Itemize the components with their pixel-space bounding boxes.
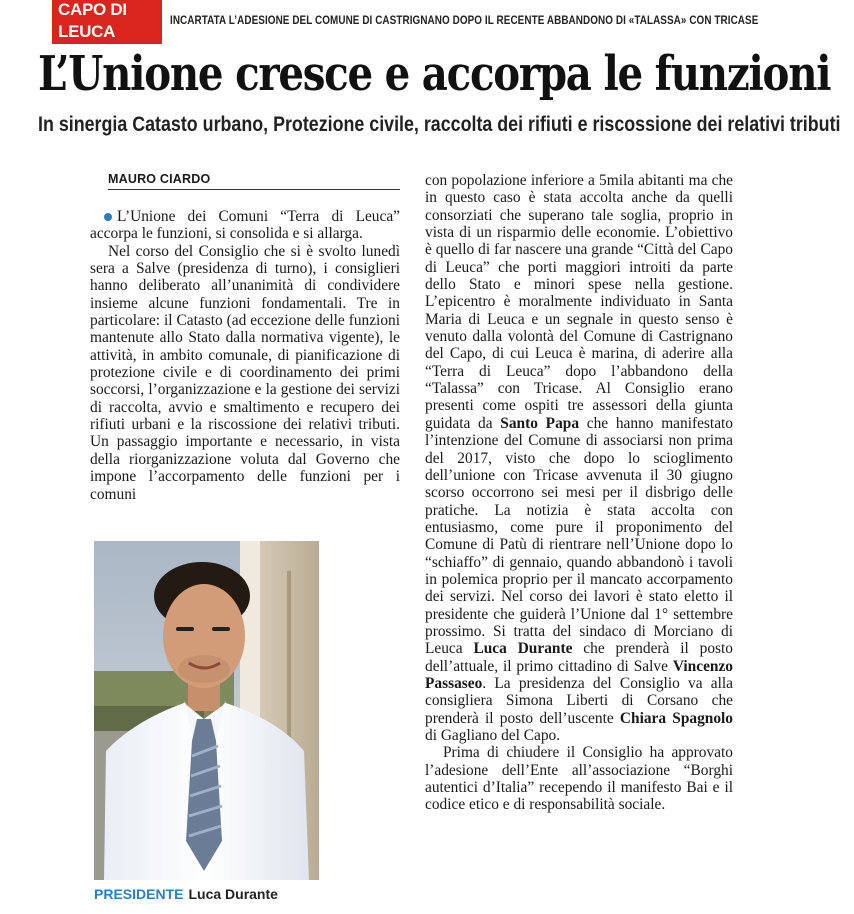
lead-text: L’Unione dei Comuni “Terra di Leuca” accorpa le funzioni, si consolida e si allarga.	[90, 208, 400, 243]
portrait-illustration	[94, 541, 319, 880]
text-run: di Gagliano del Capo.	[425, 727, 561, 744]
caption-label: PRESIDENTE	[94, 886, 184, 902]
text-run: . La presidenza del Consiglio va alla consigliera Simona Liberti di Corsano che prenderà il posto dell’uscente	[425, 674, 733, 727]
person-name: Santo Papa	[500, 414, 580, 432]
body-paragraph: Nel corso del Consiglio che si è svolto lunedì sera a Salve (presidenza di turno), i consiglieri hanno deliberato all’unanimità di condividere insieme alcune funzioni fondamentali. Tre in particolare: il Catasto (ad eccezione delle funzioni mantenute allo Stato dalla normativa vigente), le attività, in ambito comunale, di pianificazione di protezione civile e di coordinamento dei primi soccorsi, l’organizzazione e la gestione dei servizi di raccolta, avvio e smaltimento e recupero dei rifiuti urbani e la riscossione dei relativi tributi. Un passaggio importante e necessario, in vista della riorganizzazione voluta dal Governo che impone l’accorpamento delle funzioni per i comuni	[90, 242, 400, 503]
article-column-1	[90, 208, 400, 503]
bullet-icon	[104, 213, 112, 221]
kicker-text: INCARTATA L’ADESIONE DEL COMUNE DI CASTRIGNANO DOPO IL RECENTE ABBANDONO DI «TALASSA» CON TRICASE	[169, 15, 759, 27]
portrait-photo	[94, 541, 319, 880]
body-paragraph: Prima di chiudere il Consiglio ha approvato l’adesione dell’Ente all’associazione “Borghi autentici d’Italia” recependo il manifesto Bai e il codice etico e di responsabilità sociale.	[425, 744, 733, 814]
section-tag: CAPO DI LEUCA	[52, 0, 162, 44]
person-name: Chiara Spagnolo	[619, 709, 733, 727]
person-name: Vincenzo Passaseo	[425, 657, 733, 692]
headline: L’Unione cresce e accorpa le funzioni	[38, 46, 831, 102]
article-column-2	[425, 172, 733, 814]
text-run: con popolazione inferiore a 5mila abitanti ma che in questo caso è stata accolta anche da quelli consorziati che superano tale soglia, proprio in vista di un risparmio delle economie. L’obiettivo è quello di far nascere una grande “Città del Capo di Leuca” che porti maggiori introiti da parte dello Stato e minori spese nella gestione. L’epicentro è moralmente individuato in Santa Maria di Leuca e un segnale in questo senso è venuto dalla volontà del Comune di Castrignano del Capo, di cui Leuca è marina, di aderire alla “Terra di Leuca” dopo l’abbandono della “Talassa” con Tricase. Al Consiglio erano presenti come ospiti tre assessori della giunta guidata da	[425, 172, 733, 432]
byline: MAURO CIARDO	[108, 171, 400, 190]
caption-name: Luca Durante	[188, 886, 278, 902]
header-kicker-row	[52, 0, 854, 41]
text-run: che prenderà il posto dell’attuale, il primo cittadino di Salve	[425, 640, 734, 675]
text-run: che hanno manifestato l’intenzione del Comune di associarsi non prima del 2017, visto che dopo lo scioglimento dell’unione con Tricase avvenuta il 30 giugno scorso occorrono sei mesi per il disbrigo delle pratiche. La notizia è stata accolta con entusiasmo, come pure il proponimento del Comune di Patù di rientrare nell’Unione dopo lo “schiaffo” di gennaio, quando abbandonò i tavoli in polemica proprio per il mancato accorpamento dei servizi. Nel corso dei lavori è stato eletto il presidente che guiderà l’Unione dal 1° settembre prossimo. Si tratta del sindaco di Morciano di Leuca	[425, 414, 733, 658]
lead-paragraph	[90, 208, 400, 243]
person-name: Luca Durante	[473, 640, 573, 658]
body-paragraph	[425, 172, 733, 744]
photo-caption	[94, 886, 278, 902]
subheadline: In sinergia Catasto urbano, Protezione civile, raccolta dei rifiuti e riscossione dei relativi tributi	[38, 113, 841, 136]
